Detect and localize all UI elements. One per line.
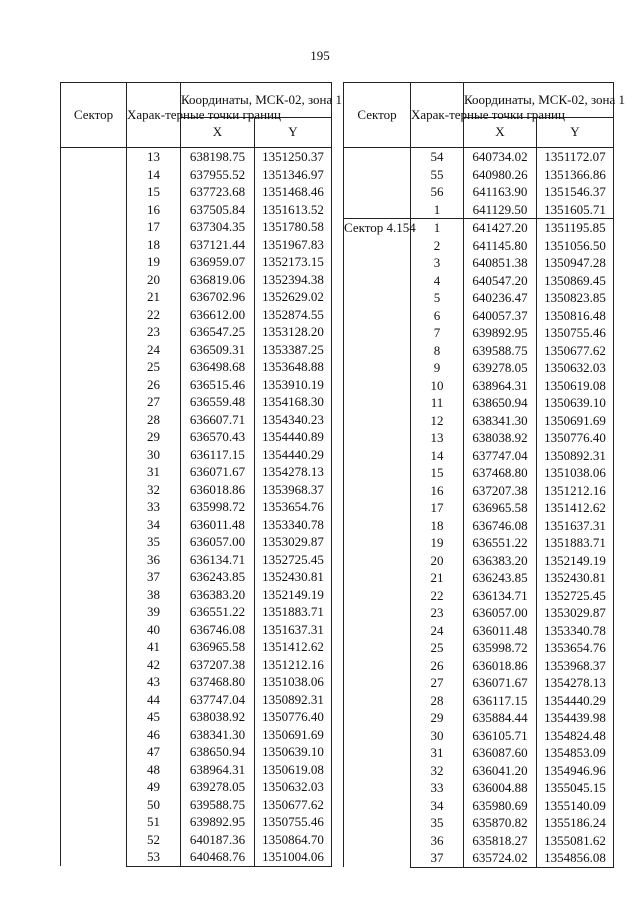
- y-coordinate-cell: 1351366.86: [537, 166, 614, 184]
- x-coordinate-cell: 636551.22: [464, 534, 537, 552]
- x-coordinate-cell: 639278.05: [181, 778, 255, 796]
- y-coordinate-cell: 1352725.45: [255, 551, 332, 569]
- y-coordinate-cell: 1350639.10: [537, 394, 614, 412]
- x-coordinate-cell: 639588.75: [464, 342, 537, 360]
- y-coordinate-cell: 1351883.71: [255, 603, 332, 621]
- point-number-cell: 15: [411, 464, 464, 482]
- y-coordinate-cell: 1354278.13: [255, 463, 332, 481]
- x-coordinate-cell: 640980.26: [464, 166, 537, 184]
- y-coordinate-cell: 1350619.08: [255, 761, 332, 779]
- x-coordinate-cell: 636011.48: [464, 622, 537, 640]
- x-coordinate-cell: 637207.38: [181, 656, 255, 674]
- x-coordinate-cell: 636547.25: [181, 323, 255, 341]
- x-coordinate-cell: 637747.04: [181, 691, 255, 709]
- y-coordinate-cell: 1351212.16: [537, 482, 614, 500]
- y-coordinate-cell: 1354440.29: [537, 692, 614, 710]
- point-number-cell: 35: [411, 814, 464, 832]
- point-number-cell: 40: [127, 621, 181, 639]
- x-coordinate-cell: 636498.68: [181, 358, 255, 376]
- x-coordinate-cell: 640057.37: [464, 307, 537, 325]
- x-coordinate-cell: 637747.04: [464, 447, 537, 465]
- point-number-cell: 43: [127, 673, 181, 691]
- header-sector: Сектор: [61, 83, 127, 148]
- x-coordinate-cell: 636105.71: [464, 727, 537, 745]
- x-coordinate-cell: 635870.82: [464, 814, 537, 832]
- x-coordinate-cell: 636746.08: [464, 517, 537, 535]
- header-coordinates: Координаты, МСК-02, зона 1: [181, 83, 332, 118]
- y-coordinate-cell: 1351172.07: [537, 148, 614, 166]
- point-number-cell: 41: [127, 638, 181, 656]
- x-coordinate-cell: 636515.46: [181, 376, 255, 394]
- point-number-cell: 33: [127, 498, 181, 516]
- y-coordinate-cell: 1350947.28: [537, 254, 614, 272]
- x-coordinate-cell: 641427.20: [464, 219, 537, 237]
- point-number-cell: 31: [411, 744, 464, 762]
- point-number-cell: 16: [411, 482, 464, 500]
- y-coordinate-cell: 1351637.31: [537, 517, 614, 535]
- x-coordinate-cell: 636612.00: [181, 306, 255, 324]
- point-number-cell: 6: [411, 307, 464, 325]
- point-number-cell: 27: [127, 393, 181, 411]
- table-body-right: [344, 148, 614, 868]
- header-x: X: [181, 118, 255, 148]
- x-coordinate-cell: 636746.08: [181, 621, 255, 639]
- y-coordinate-cell: 1352149.19: [255, 586, 332, 604]
- x-coordinate-cell: 641163.90: [464, 183, 537, 201]
- x-coordinate-cell: 638341.30: [181, 726, 255, 744]
- x-coordinate-cell: 636965.58: [181, 638, 255, 656]
- point-number-cell: 29: [411, 709, 464, 727]
- y-coordinate-cell: 1350892.31: [255, 691, 332, 709]
- x-coordinate-cell: 639588.75: [181, 796, 255, 814]
- point-number-cell: 17: [127, 218, 181, 236]
- point-number-cell: 26: [411, 657, 464, 675]
- y-coordinate-cell: 1353654.76: [537, 639, 614, 657]
- y-coordinate-cell: 1351212.16: [255, 656, 332, 674]
- point-number-cell: 34: [127, 516, 181, 534]
- y-coordinate-cell: 1350776.40: [537, 429, 614, 447]
- y-coordinate-cell: 1350619.08: [537, 377, 614, 395]
- y-coordinate-cell: 1353910.19: [255, 376, 332, 394]
- x-coordinate-cell: 637207.38: [464, 482, 537, 500]
- x-coordinate-cell: 636509.31: [181, 341, 255, 359]
- header-points: Харак-терные точки границ: [127, 83, 181, 148]
- point-number-cell: 36: [127, 551, 181, 569]
- x-coordinate-cell: 636965.58: [464, 499, 537, 517]
- point-number-cell: 14: [127, 166, 181, 184]
- y-coordinate-cell: 1353387.25: [255, 341, 332, 359]
- header-coordinates: Координаты, МСК-02, зона 1: [464, 83, 614, 118]
- y-coordinate-cell: 1354340.23: [255, 411, 332, 429]
- y-coordinate-cell: 1350755.46: [537, 324, 614, 342]
- y-coordinate-cell: 1350632.03: [537, 359, 614, 377]
- point-number-cell: 56: [411, 183, 464, 201]
- point-number-cell: 24: [127, 341, 181, 359]
- table-row: [61, 148, 332, 166]
- point-number-cell: 8: [411, 342, 464, 360]
- x-coordinate-cell: 635818.27: [464, 832, 537, 850]
- x-coordinate-cell: 638650.94: [181, 743, 255, 761]
- x-coordinate-cell: 640734.02: [464, 148, 537, 166]
- x-coordinate-cell: 636117.15: [181, 446, 255, 464]
- header-points: Харак-терные точки границ: [411, 83, 464, 148]
- y-coordinate-cell: 1351468.46: [255, 183, 332, 201]
- y-coordinate-cell: 1350869.45: [537, 272, 614, 290]
- y-coordinate-cell: 1350755.46: [255, 813, 332, 831]
- point-number-cell: 22: [127, 306, 181, 324]
- point-number-cell: 25: [411, 639, 464, 657]
- point-number-cell: 18: [411, 517, 464, 535]
- y-coordinate-cell: 1352173.15: [255, 253, 332, 271]
- point-number-cell: 11: [411, 394, 464, 412]
- x-coordinate-cell: 638650.94: [464, 394, 537, 412]
- x-coordinate-cell: 637955.52: [181, 166, 255, 184]
- header-y: Y: [255, 118, 332, 148]
- point-number-cell: 38: [127, 586, 181, 604]
- x-coordinate-cell: 637505.84: [181, 201, 255, 219]
- point-number-cell: 47: [127, 743, 181, 761]
- y-coordinate-cell: 1353029.87: [537, 604, 614, 622]
- point-number-cell: 49: [127, 778, 181, 796]
- point-number-cell: 50: [127, 796, 181, 814]
- point-number-cell: 23: [127, 323, 181, 341]
- y-coordinate-cell: 1354440.89: [255, 428, 332, 446]
- y-coordinate-cell: 1350816.48: [537, 307, 614, 325]
- point-number-cell: 4: [411, 272, 464, 290]
- x-coordinate-cell: 637121.44: [181, 236, 255, 254]
- table-row: [344, 219, 614, 237]
- point-number-cell: 16: [127, 201, 181, 219]
- sector-cell: [61, 148, 127, 867]
- x-coordinate-cell: 640187.36: [181, 831, 255, 849]
- x-coordinate-cell: 636011.48: [181, 516, 255, 534]
- sector-cell: [344, 148, 411, 219]
- x-coordinate-cell: 640851.38: [464, 254, 537, 272]
- x-coordinate-cell: 637468.80: [464, 464, 537, 482]
- point-number-cell: 55: [411, 166, 464, 184]
- point-number-cell: 25: [127, 358, 181, 376]
- x-coordinate-cell: 635998.72: [464, 639, 537, 657]
- y-coordinate-cell: 1351613.52: [255, 201, 332, 219]
- point-number-cell: 1: [411, 219, 464, 237]
- header-x: X: [464, 118, 537, 148]
- x-coordinate-cell: 636570.43: [181, 428, 255, 446]
- x-coordinate-cell: 640236.47: [464, 289, 537, 307]
- x-coordinate-cell: 636819.06: [181, 271, 255, 289]
- table-body-left: [61, 148, 332, 867]
- point-number-cell: 24: [411, 622, 464, 640]
- y-coordinate-cell: 1355140.09: [537, 797, 614, 815]
- point-number-cell: 14: [411, 447, 464, 465]
- x-coordinate-cell: 640547.20: [464, 272, 537, 290]
- x-coordinate-cell: 636071.67: [464, 674, 537, 692]
- y-coordinate-cell: 1352430.81: [537, 569, 614, 587]
- y-coordinate-cell: 1353648.88: [255, 358, 332, 376]
- x-coordinate-cell: 636383.20: [181, 586, 255, 604]
- x-coordinate-cell: 636071.67: [181, 463, 255, 481]
- x-coordinate-cell: 637468.80: [181, 673, 255, 691]
- y-coordinate-cell: 1354824.48: [537, 727, 614, 745]
- page-number: 195: [310, 48, 330, 63]
- y-coordinate-cell: 1350691.69: [537, 412, 614, 430]
- x-coordinate-cell: 637723.68: [181, 183, 255, 201]
- coordinates-table-right: [343, 82, 625, 868]
- y-coordinate-cell: 1352725.45: [537, 587, 614, 605]
- x-coordinate-cell: 638341.30: [464, 412, 537, 430]
- point-number-cell: 17: [411, 499, 464, 517]
- y-coordinate-cell: 1351346.97: [255, 166, 332, 184]
- y-coordinate-cell: 1351038.06: [255, 673, 332, 691]
- y-coordinate-cell: 1351412.62: [255, 638, 332, 656]
- x-coordinate-cell: 637304.35: [181, 218, 255, 236]
- y-coordinate-cell: 1350864.70: [255, 831, 332, 849]
- y-coordinate-cell: 1355081.62: [537, 832, 614, 850]
- header-sector: Сектор: [344, 83, 411, 148]
- y-coordinate-cell: 1350639.10: [255, 743, 332, 761]
- point-number-cell: 34: [411, 797, 464, 815]
- point-number-cell: 12: [411, 412, 464, 430]
- point-number-cell: 54: [411, 148, 464, 166]
- point-number-cell: 51: [127, 813, 181, 831]
- y-coordinate-cell: 1351412.62: [537, 499, 614, 517]
- point-number-cell: 20: [127, 271, 181, 289]
- point-number-cell: 1: [411, 201, 464, 219]
- point-number-cell: 37: [411, 849, 464, 867]
- y-coordinate-cell: 1351250.37: [255, 148, 332, 166]
- point-number-cell: 3: [411, 254, 464, 272]
- x-coordinate-cell: 636018.86: [464, 657, 537, 675]
- x-coordinate-cell: 639278.05: [464, 359, 537, 377]
- point-number-cell: 29: [127, 428, 181, 446]
- y-coordinate-cell: 1353340.78: [255, 516, 332, 534]
- sector-cell: Сектор 4.154: [344, 219, 411, 868]
- y-coordinate-cell: 1350677.62: [537, 342, 614, 360]
- x-coordinate-cell: 636087.60: [464, 744, 537, 762]
- point-number-cell: 33: [411, 779, 464, 797]
- x-coordinate-cell: 635998.72: [181, 498, 255, 516]
- point-number-cell: 15: [127, 183, 181, 201]
- y-coordinate-cell: 1353128.20: [255, 323, 332, 341]
- point-number-cell: 42: [127, 656, 181, 674]
- point-number-cell: 46: [127, 726, 181, 744]
- y-coordinate-cell: 1355186.24: [537, 814, 614, 832]
- point-number-cell: 30: [127, 446, 181, 464]
- x-coordinate-cell: 639892.95: [464, 324, 537, 342]
- point-number-cell: 48: [127, 761, 181, 779]
- point-number-cell: 32: [127, 481, 181, 499]
- y-coordinate-cell: 1351637.31: [255, 621, 332, 639]
- x-coordinate-cell: 638964.31: [181, 761, 255, 779]
- point-number-cell: 19: [127, 253, 181, 271]
- point-number-cell: 35: [127, 533, 181, 551]
- y-coordinate-cell: 1351546.37: [537, 183, 614, 201]
- y-coordinate-cell: 1351967.83: [255, 236, 332, 254]
- point-number-cell: 13: [411, 429, 464, 447]
- y-coordinate-cell: 1350677.62: [255, 796, 332, 814]
- x-coordinate-cell: 635884.44: [464, 709, 537, 727]
- point-number-cell: 53: [127, 848, 181, 866]
- point-number-cell: 22: [411, 587, 464, 605]
- x-coordinate-cell: 638964.31: [464, 377, 537, 395]
- x-coordinate-cell: 639892.95: [181, 813, 255, 831]
- y-coordinate-cell: 1353029.87: [255, 533, 332, 551]
- y-coordinate-cell: 1353340.78: [537, 622, 614, 640]
- point-number-cell: 2: [411, 237, 464, 255]
- y-coordinate-cell: 1350632.03: [255, 778, 332, 796]
- y-coordinate-cell: 1350892.31: [537, 447, 614, 465]
- point-number-cell: 19: [411, 534, 464, 552]
- x-coordinate-cell: 636041.20: [464, 762, 537, 780]
- y-coordinate-cell: 1350776.40: [255, 708, 332, 726]
- x-coordinate-cell: 636004.88: [464, 779, 537, 797]
- y-coordinate-cell: 1354278.13: [537, 674, 614, 692]
- x-coordinate-cell: 636134.71: [181, 551, 255, 569]
- point-number-cell: 5: [411, 289, 464, 307]
- x-coordinate-cell: 641129.50: [464, 201, 537, 219]
- y-coordinate-cell: 1351605.71: [537, 201, 614, 219]
- point-number-cell: 44: [127, 691, 181, 709]
- point-number-cell: 36: [411, 832, 464, 850]
- y-coordinate-cell: 1350691.69: [255, 726, 332, 744]
- x-coordinate-cell: 638038.92: [464, 429, 537, 447]
- y-coordinate-cell: 1354168.30: [255, 393, 332, 411]
- x-coordinate-cell: 636702.96: [181, 288, 255, 306]
- y-coordinate-cell: 1354853.09: [537, 744, 614, 762]
- y-coordinate-cell: 1351004.06: [255, 848, 332, 866]
- x-coordinate-cell: 636551.22: [181, 603, 255, 621]
- point-number-cell: 20: [411, 552, 464, 570]
- point-number-cell: 26: [127, 376, 181, 394]
- point-number-cell: 18: [127, 236, 181, 254]
- y-coordinate-cell: 1352629.02: [255, 288, 332, 306]
- y-coordinate-cell: 1351056.50: [537, 237, 614, 255]
- x-coordinate-cell: 636243.85: [464, 569, 537, 587]
- x-coordinate-cell: 638038.92: [181, 708, 255, 726]
- point-number-cell: 23: [411, 604, 464, 622]
- point-number-cell: 7: [411, 324, 464, 342]
- point-number-cell: 31: [127, 463, 181, 481]
- y-coordinate-cell: 1353968.37: [537, 657, 614, 675]
- x-coordinate-cell: 640468.76: [181, 848, 255, 866]
- point-number-cell: 37: [127, 568, 181, 586]
- x-coordinate-cell: 636018.86: [181, 481, 255, 499]
- y-coordinate-cell: 1352874.55: [255, 306, 332, 324]
- y-coordinate-cell: 1354440.29: [255, 446, 332, 464]
- y-coordinate-cell: 1351038.06: [537, 464, 614, 482]
- y-coordinate-cell: 1353968.37: [255, 481, 332, 499]
- point-number-cell: 13: [127, 148, 181, 166]
- x-coordinate-cell: 636117.15: [464, 692, 537, 710]
- y-coordinate-cell: 1355045.15: [537, 779, 614, 797]
- x-coordinate-cell: 636243.85: [181, 568, 255, 586]
- x-coordinate-cell: 636134.71: [464, 587, 537, 605]
- y-coordinate-cell: 1352394.38: [255, 271, 332, 289]
- x-coordinate-cell: 636057.00: [181, 533, 255, 551]
- x-coordinate-cell: 638198.75: [181, 148, 255, 166]
- y-coordinate-cell: 1354439.98: [537, 709, 614, 727]
- point-number-cell: 9: [411, 359, 464, 377]
- point-number-cell: 32: [411, 762, 464, 780]
- point-number-cell: 10: [411, 377, 464, 395]
- point-number-cell: 27: [411, 674, 464, 692]
- y-coordinate-cell: 1353654.76: [255, 498, 332, 516]
- x-coordinate-cell: 636559.48: [181, 393, 255, 411]
- point-number-cell: 30: [411, 727, 464, 745]
- point-number-cell: 21: [411, 569, 464, 587]
- y-coordinate-cell: 1351780.58: [255, 218, 332, 236]
- x-coordinate-cell: 635980.69: [464, 797, 537, 815]
- table-row: [344, 148, 614, 166]
- y-coordinate-cell: 1350823.85: [537, 289, 614, 307]
- y-coordinate-cell: 1352149.19: [537, 552, 614, 570]
- point-number-cell: 39: [127, 603, 181, 621]
- y-coordinate-cell: 1354856.08: [537, 849, 614, 867]
- point-number-cell: 28: [127, 411, 181, 429]
- point-number-cell: 21: [127, 288, 181, 306]
- point-number-cell: 45: [127, 708, 181, 726]
- point-number-cell: 52: [127, 831, 181, 849]
- y-coordinate-cell: 1351883.71: [537, 534, 614, 552]
- y-coordinate-cell: 1354946.96: [537, 762, 614, 780]
- coordinates-table-left: [60, 82, 342, 867]
- x-coordinate-cell: 636607.71: [181, 411, 255, 429]
- y-coordinate-cell: 1351195.85: [537, 219, 614, 237]
- point-number-cell: 28: [411, 692, 464, 710]
- x-coordinate-cell: 635724.02: [464, 849, 537, 867]
- header-y: Y: [537, 118, 614, 148]
- y-coordinate-cell: 1352430.81: [255, 568, 332, 586]
- x-coordinate-cell: 636057.00: [464, 604, 537, 622]
- x-coordinate-cell: 641145.80: [464, 237, 537, 255]
- x-coordinate-cell: 636383.20: [464, 552, 537, 570]
- x-coordinate-cell: 636959.07: [181, 253, 255, 271]
